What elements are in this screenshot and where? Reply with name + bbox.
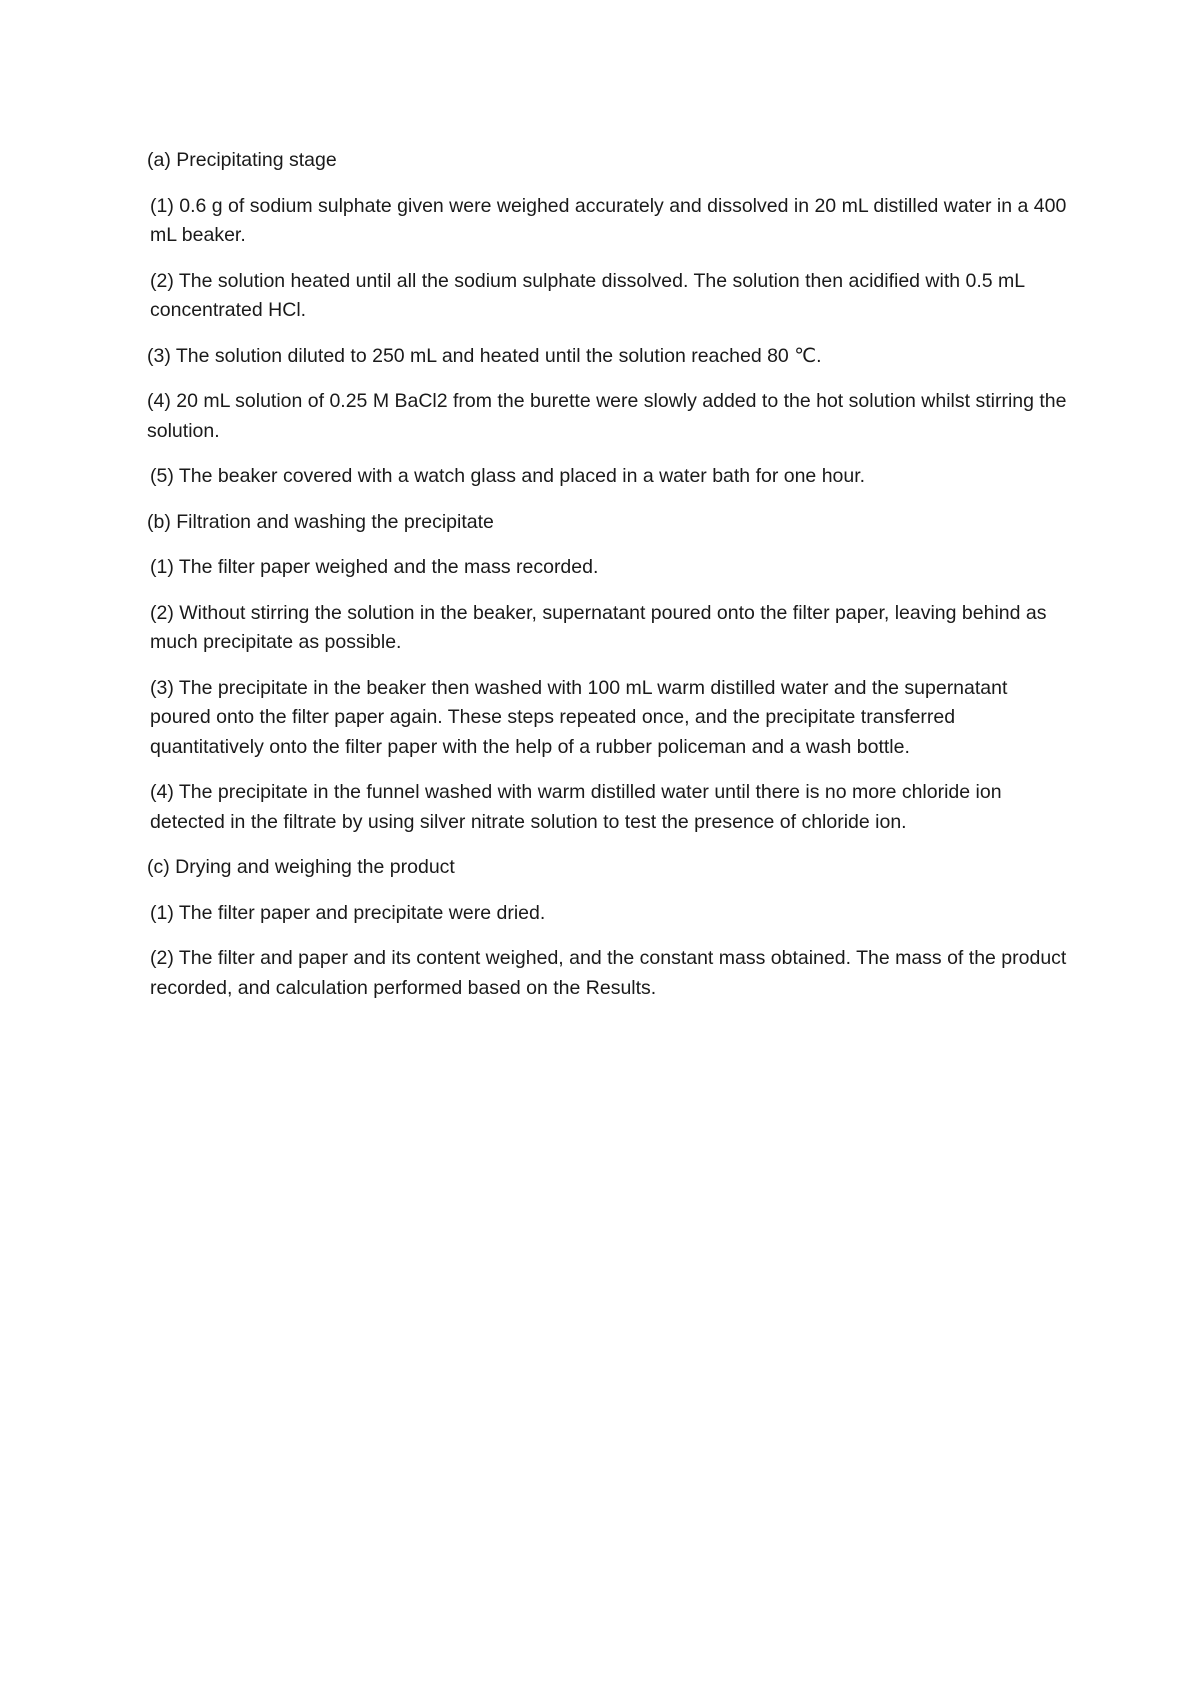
step-a2: (2) The solution heated until all the sodium sulphate dissolved. The solution then acidified with 0.5 mL concentrated HCl. — [150, 269, 1025, 321]
step-b4: (4) The precipitate in the funnel washed with warm distilled water until there is no more chloride ion detected in the filtrate by using silver nitrate solution to test the presence of chloride ion. — [150, 781, 1002, 833]
step-c1: (1) The filter paper and precipitate were dried. — [150, 901, 546, 924]
step-c2: (2) The filter and paper and its content weighed, and the constant mass obtained. The mass of the product recorded, and calculation performed based on the Results. — [150, 947, 1067, 999]
step-b2: (2) Without stirring the solution in the beaker, supernatant poured onto the filter paper, leaving behind as much precipitate as possible. — [150, 601, 1047, 653]
step-a5: (5) The beaker covered with a watch glass and placed in a water bath for one hour. — [150, 465, 866, 487]
step-b3: (3) The precipitate in the beaker then washed with 100 mL warm distilled water and the supernatant poured onto the filter paper again. These steps repeated once, and the precipitate transferred quantitatively onto the filter paper with the help of a rubber policeman and a wash bottle. — [150, 676, 1008, 758]
section-heading-c: (c) Drying and weighing the product — [147, 856, 455, 878]
document-body — [147, 146, 1067, 1019]
step-a3: (3) The solution diluted to 250 mL and heated until the solution reached 80 ℃. — [147, 344, 822, 367]
section-heading-b: (b) Filtration and washing the precipitate — [147, 510, 494, 533]
step-b1: (1) The filter paper weighed and the mass recorded. — [150, 556, 599, 578]
step-a1: (1) 0.6 g of sodium sulphate given were weighed accurately and dissolved in 20 mL distilled water in a 400 mL beaker. — [150, 194, 1067, 246]
section-heading-a: (a) Precipitating stage — [147, 149, 337, 171]
step-a4: (4) 20 mL solution of 0.25 M BaCl2 from the burette were slowly added to the hot solution whilst stirring the solution. — [147, 390, 1067, 442]
